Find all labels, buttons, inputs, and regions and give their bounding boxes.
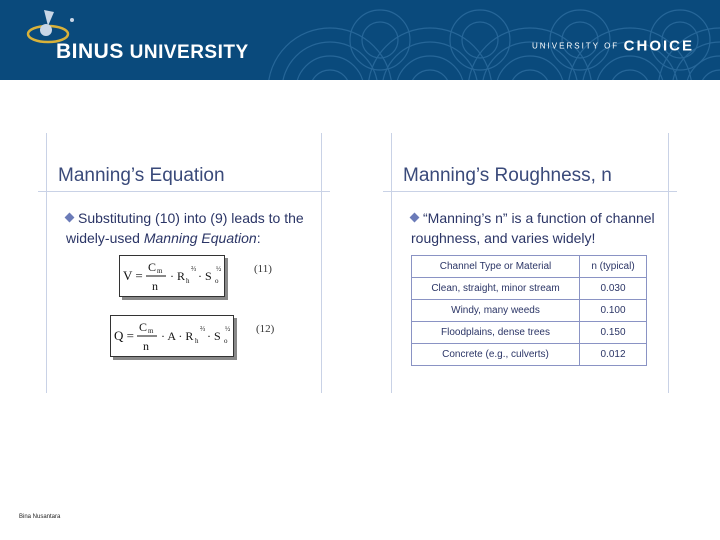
svg-text:½: ½ xyxy=(225,325,231,333)
footer-text: Bina Nusantara xyxy=(19,514,61,520)
bullet-diamond-icon xyxy=(410,213,420,223)
table-cell: 0.100 xyxy=(580,300,647,322)
svg-text:m: m xyxy=(157,267,163,275)
table-header: n (typical) xyxy=(580,256,647,278)
tagline-prefix: UNIVERSITY OF xyxy=(532,41,620,51)
svg-text:C: C xyxy=(148,260,157,274)
table-header: Channel Type or Material xyxy=(412,256,580,278)
slide-manning-roughness xyxy=(383,133,677,393)
equation-11-number: (11) xyxy=(254,263,272,275)
brand-name: BINUS xyxy=(56,40,124,63)
equation-11-box xyxy=(119,255,225,297)
svg-text:n: n xyxy=(143,339,149,353)
svg-text:h: h xyxy=(186,277,190,285)
svg-text:· R: · R xyxy=(170,269,185,283)
tagline xyxy=(532,37,694,55)
equation-12 xyxy=(111,316,233,356)
table-cell: Windy, many weeds xyxy=(412,300,580,322)
bullet-text-italic: Manning Equation xyxy=(143,230,257,246)
table-cell: 0.150 xyxy=(580,322,647,344)
slide-margin-line xyxy=(668,133,669,393)
header-banner xyxy=(0,0,720,80)
tagline-word: CHOICE xyxy=(623,37,694,55)
svg-text:· A · R: · A · R xyxy=(161,329,194,343)
table-row xyxy=(412,278,647,300)
equation-11 xyxy=(120,256,224,296)
svg-text:⅔: ⅔ xyxy=(191,265,197,273)
brand-wordmark xyxy=(56,40,249,64)
roughness-table xyxy=(411,255,647,366)
slide-margin-line xyxy=(391,133,392,393)
slide-title: Manning’s Equation xyxy=(58,165,225,186)
bullet-text-main: Substituting (10) into (9) leads to the widely-used xyxy=(66,210,304,246)
equation-12-number: (12) xyxy=(256,323,275,335)
svg-text:½: ½ xyxy=(216,265,222,273)
svg-text:C: C xyxy=(139,320,148,334)
svg-text:⅔: ⅔ xyxy=(200,325,206,333)
table-cell: Clean, straight, minor stream xyxy=(412,278,580,300)
table-row xyxy=(412,300,647,322)
brand-suffix: UNIVERSITY xyxy=(129,42,249,63)
slide-title: Manning’s Roughness, n xyxy=(403,165,612,186)
table-cell: Floodplains, dense trees xyxy=(412,322,580,344)
slide-margin-line xyxy=(321,133,322,393)
svg-text:· S: · S xyxy=(207,329,221,343)
svg-text:h: h xyxy=(195,337,199,345)
table-row xyxy=(412,322,647,344)
bullet-text-main: “Manning’s n” is a function of channel roughness, and varies widely! xyxy=(411,210,655,246)
svg-text:Q =: Q = xyxy=(114,328,134,343)
table-header-row xyxy=(412,256,647,278)
svg-text:m: m xyxy=(148,327,154,335)
slide-title-rule xyxy=(383,191,677,192)
table-cell: Concrete (e.g., culverts) xyxy=(412,344,580,366)
bullet-text xyxy=(66,208,306,248)
equation-12-box xyxy=(110,315,234,357)
svg-text:· S: · S xyxy=(198,269,212,283)
bullet-diamond-icon xyxy=(65,213,75,223)
svg-text:V =: V = xyxy=(123,268,143,283)
slide-title-rule xyxy=(38,191,330,192)
table-cell: 0.012 xyxy=(580,344,647,366)
slide-margin-line xyxy=(46,133,47,393)
bullet-text xyxy=(411,208,667,248)
table-row xyxy=(412,344,647,366)
table-cell: 0.030 xyxy=(580,278,647,300)
bullet-text-end: : xyxy=(256,230,261,246)
svg-text:o: o xyxy=(215,277,219,285)
svg-text:o: o xyxy=(224,337,228,345)
svg-text:n: n xyxy=(152,279,158,293)
slide-manning-equation xyxy=(38,133,330,393)
